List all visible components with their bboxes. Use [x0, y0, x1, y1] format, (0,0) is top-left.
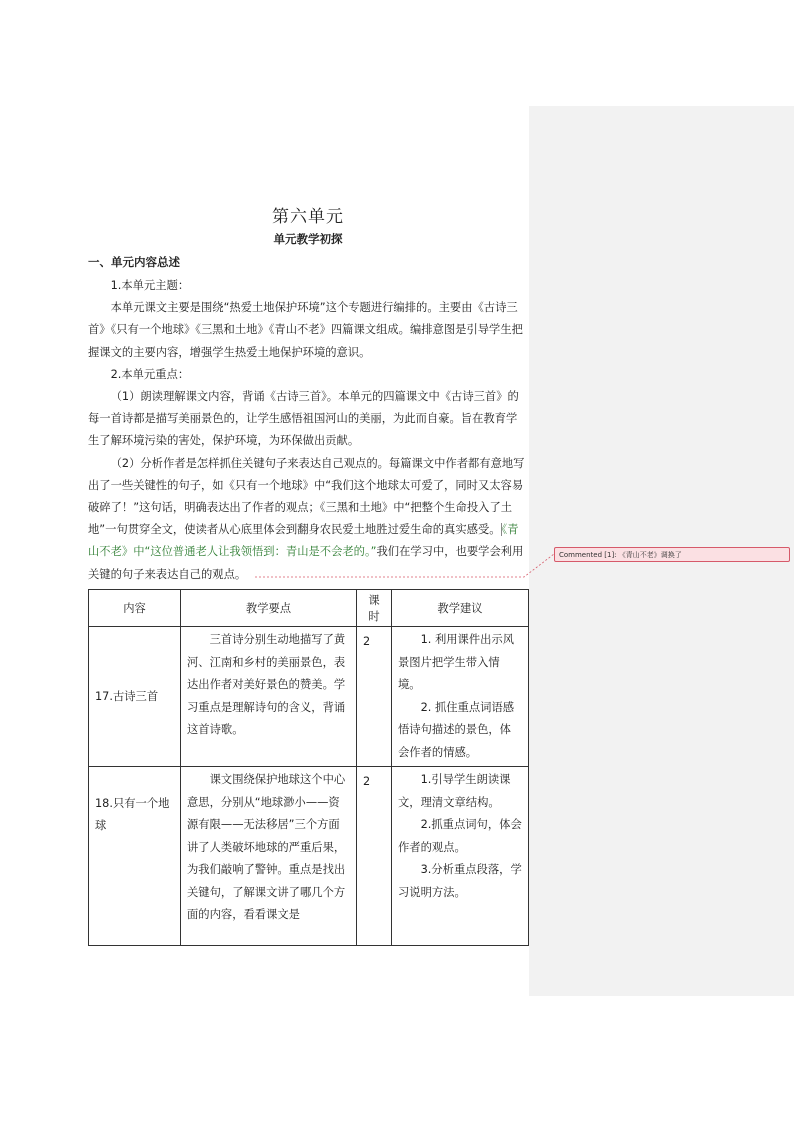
focus-point-2-tail: 我们在学习中，也要学会利用关键的句子来表达自己的观点。 [88, 545, 524, 581]
row-points: 课文围绕保护地球这个中心意思，分别从“地球渺小——资源有限——无法移居”三个方面讲了人类破坏地球的严重后果，为我们敲响了警钟。重点是找出关键句，了解课文讲了哪几个方面的内容，看看课文是 [181, 767, 357, 946]
suggestion-item: 1. 利用课件出示风景图片把学生带入情境。 [398, 633, 515, 691]
row-suggestions [392, 627, 529, 767]
commented-text[interactable]: 《青山不老》中“这位普通老人让我领悟到：青山是不会老的。” [88, 523, 519, 559]
comment-author: Commented [1]: [559, 551, 617, 559]
page-subtitle: 单元教学初探 [273, 232, 343, 246]
row-points: 三首诗分别生动地描写了黄河、江南和乡村的美丽景色，表达出作者对美好景色的赞美。学习重点是理解诗句的含义，背诵这首诗歌。 [181, 627, 357, 767]
lesson-table [88, 589, 529, 946]
focus-point-1: （1）朗读理解课文内容，背诵《古诗三首》。本单元的四篇课文中《古诗三首》的每一首诗都是描写美丽景色的，让学生感悟祖国河山的美丽，为此而自豪。旨在教育学生了解环境污染的害处，保护环境，为环保做出贡献。 [88, 390, 519, 448]
suggestion-item: 2.抓重点词句，体会作者的观点。 [398, 818, 522, 854]
row-suggestions [392, 767, 529, 946]
comment-text: 《青山不老》调换了 [618, 551, 682, 559]
section-heading: 一、单元内容总述 [88, 255, 180, 269]
document-body [88, 275, 528, 586]
row-hours: 2 [357, 627, 392, 767]
suggestion-item: 1.引导学生朗读课文，理清文章结构。 [398, 773, 511, 809]
row-hours: 2 [357, 767, 392, 946]
suggestion-item: 3.分析重点段落，学习说明方法。 [398, 863, 522, 899]
focus-point-2 [88, 453, 528, 586]
theme-label: 1.本单元主题： [110, 279, 190, 292]
focus-label: 2.本单元重点： [110, 367, 190, 381]
theme-paragraph: 本单元课文主要是围绕“热爱土地保护环境”这个专题进行编排的。主要由《古诗三首》《只有一个地球》《三黑和土地》《青山不老》四篇课文组成。编排意图是引导学生把握课文的主要内容，增强学生热爱土地保护环境的意识。 [88, 301, 523, 359]
suggestion-item: 2. 抓住重点词语感悟诗句描述的景色，体会作者的情感。 [398, 700, 515, 759]
focus-point-2-text: （2）分析作者是怎样抓住关键句子来表达自己观点的。每篇课文中作者都有意地写出了一些关键性的句子，如《只有一个地球》中“我们这个地球太可爱了，同时又太容易破碎了！”这句话，明确表达出了作者的观点；《三黑和土地》中“把整个生命投入了土地”一句贯穿全文，使读者从心底里体会到翻身农民爱土地胜过爱生命的真实感受。 [88, 456, 525, 537]
table-row [89, 767, 529, 946]
header-suggestions: 教学建议 [392, 590, 529, 627]
table-row [89, 627, 529, 767]
header-hours: 课时 [357, 590, 392, 627]
table-header-row [89, 590, 529, 627]
row-topic: 17.古诗三首 [89, 627, 181, 767]
header-points: 教学要点 [181, 590, 357, 627]
comment-bubble[interactable] [554, 547, 790, 562]
row-topic: 18.只有一个地球 [89, 767, 181, 946]
header-content: 内容 [89, 590, 181, 627]
page-title: 第六单元 [272, 207, 344, 227]
